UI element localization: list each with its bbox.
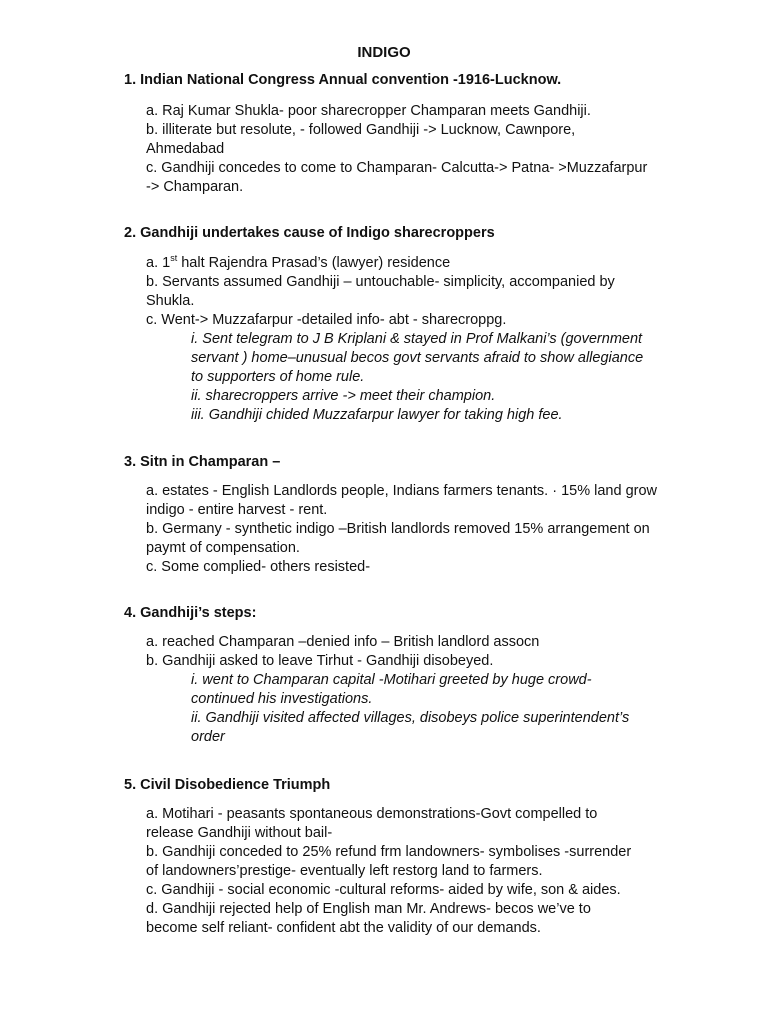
section-1-line: b. illiterate but resolute, - followed Gandhiji -> Lucknow, Cawnpore, [146, 122, 576, 138]
section-2-subpoint: iii. Gandhiji chided Muzzafarpur lawyer for taking high fee. [191, 407, 563, 423]
section-2-line: c. Went-> Muzzafarpur -detailed info- abt - sharecroppg. [146, 312, 507, 328]
section-4-heading: 4. Gandhiji’s steps: [124, 605, 257, 621]
section-5-line: d. Gandhiji rejected help of English man Mr. Andrews- becos we’ve to [146, 901, 591, 917]
section-2-body [146, 254, 686, 425]
section-4-subpoint: continued his investigations. [191, 691, 373, 707]
section-2-line [146, 254, 686, 273]
section-2-subpoint: to supporters of home rule. [191, 369, 365, 385]
section-2-line-a-superscript: st [170, 253, 178, 264]
section-5-line: become self reliant- confident abt the validity of our demands. [146, 920, 541, 936]
section-4-line: b. Gandhiji asked to leave Tirhut - Gandhiji disobeyed. [146, 653, 494, 669]
section-2-heading: 2. Gandhiji undertakes cause of Indigo sharecroppers [124, 225, 495, 241]
section-1-line: a. Raj Kumar Shukla- poor sharecropper Champaran meets Gandhiji. [146, 103, 591, 119]
section-4-subpoint: order [191, 729, 225, 745]
section-5-line: b. Gandhiji conceded to 25% refund frm landowners- symbolises -surrender [146, 844, 632, 860]
section-1-line: c. Gandhiji concedes to come to Champaran- Calcutta-> Patna- >Muzzafarpur [146, 160, 648, 176]
section-4-line: a. reached Champaran –denied info – British landlord assocn [146, 634, 540, 650]
section-5-line: a. Motihari - peasants spontaneous demonstrations-Govt compelled to [146, 806, 598, 822]
section-5-body [146, 805, 686, 938]
section-1-line: -> Champaran. [146, 179, 244, 195]
section-5-line: release Gandhiji without bail- [146, 825, 333, 841]
section-2-subpoint: servant ) home–unusual becos govt servants afraid to show allegiance [191, 350, 644, 366]
section-2-subpoint: i. Sent telegram to J B Kriplani & stayed in Prof Malkani’s (government [191, 331, 643, 347]
section-2-subpoint: ii. sharecroppers arrive -> meet their champion. [191, 388, 496, 404]
section-3-line: paymt of compensation. [146, 540, 300, 556]
section-5-line: of landowners’prestige- eventually left restorg land to farmers. [146, 863, 543, 879]
section-2-line-a-prefix: a. 1 [146, 255, 171, 271]
section-3-line: indigo - entire harvest - rent. [146, 502, 328, 518]
section-5-heading: 5. Civil Disobedience Triumph [124, 777, 331, 793]
document-title: INDIGO [357, 44, 411, 61]
section-2-line-a-rest: halt Rajendra Prasad’s (lawyer) residence [177, 255, 451, 271]
section-3-heading: 3. Sitn in Champaran – [124, 454, 281, 470]
section-3-body [146, 482, 686, 577]
section-2-line: b. Servants assumed Gandhiji – untouchable- simplicity, accompanied by [146, 274, 615, 290]
section-3-line: a. estates - English Landlords people, Indians farmers tenants. · 15% land grow [146, 483, 658, 499]
section-1-line: Ahmedabad [146, 141, 225, 157]
section-3-line: c. Some complied- others resisted- [146, 559, 371, 575]
section-4-body [146, 633, 686, 747]
section-4-subpoint: ii. Gandhiji visited affected villages, disobeys police superintendent’s [191, 710, 630, 726]
section-5-line: c. Gandhiji - social economic -cultural reforms- aided by wife, son & aides. [146, 882, 621, 898]
section-2-line: Shukla. [146, 293, 195, 309]
section-1-body [146, 102, 686, 197]
section-3-line: b. Germany - synthetic indigo –British landlords removed 15% arrangement on [146, 521, 650, 537]
section-1-heading: 1. Indian National Congress Annual convention -1916-Lucknow. [124, 72, 562, 88]
section-4-subpoint: i. went to Champaran capital -Motihari greeted by huge crowd- [191, 672, 592, 688]
